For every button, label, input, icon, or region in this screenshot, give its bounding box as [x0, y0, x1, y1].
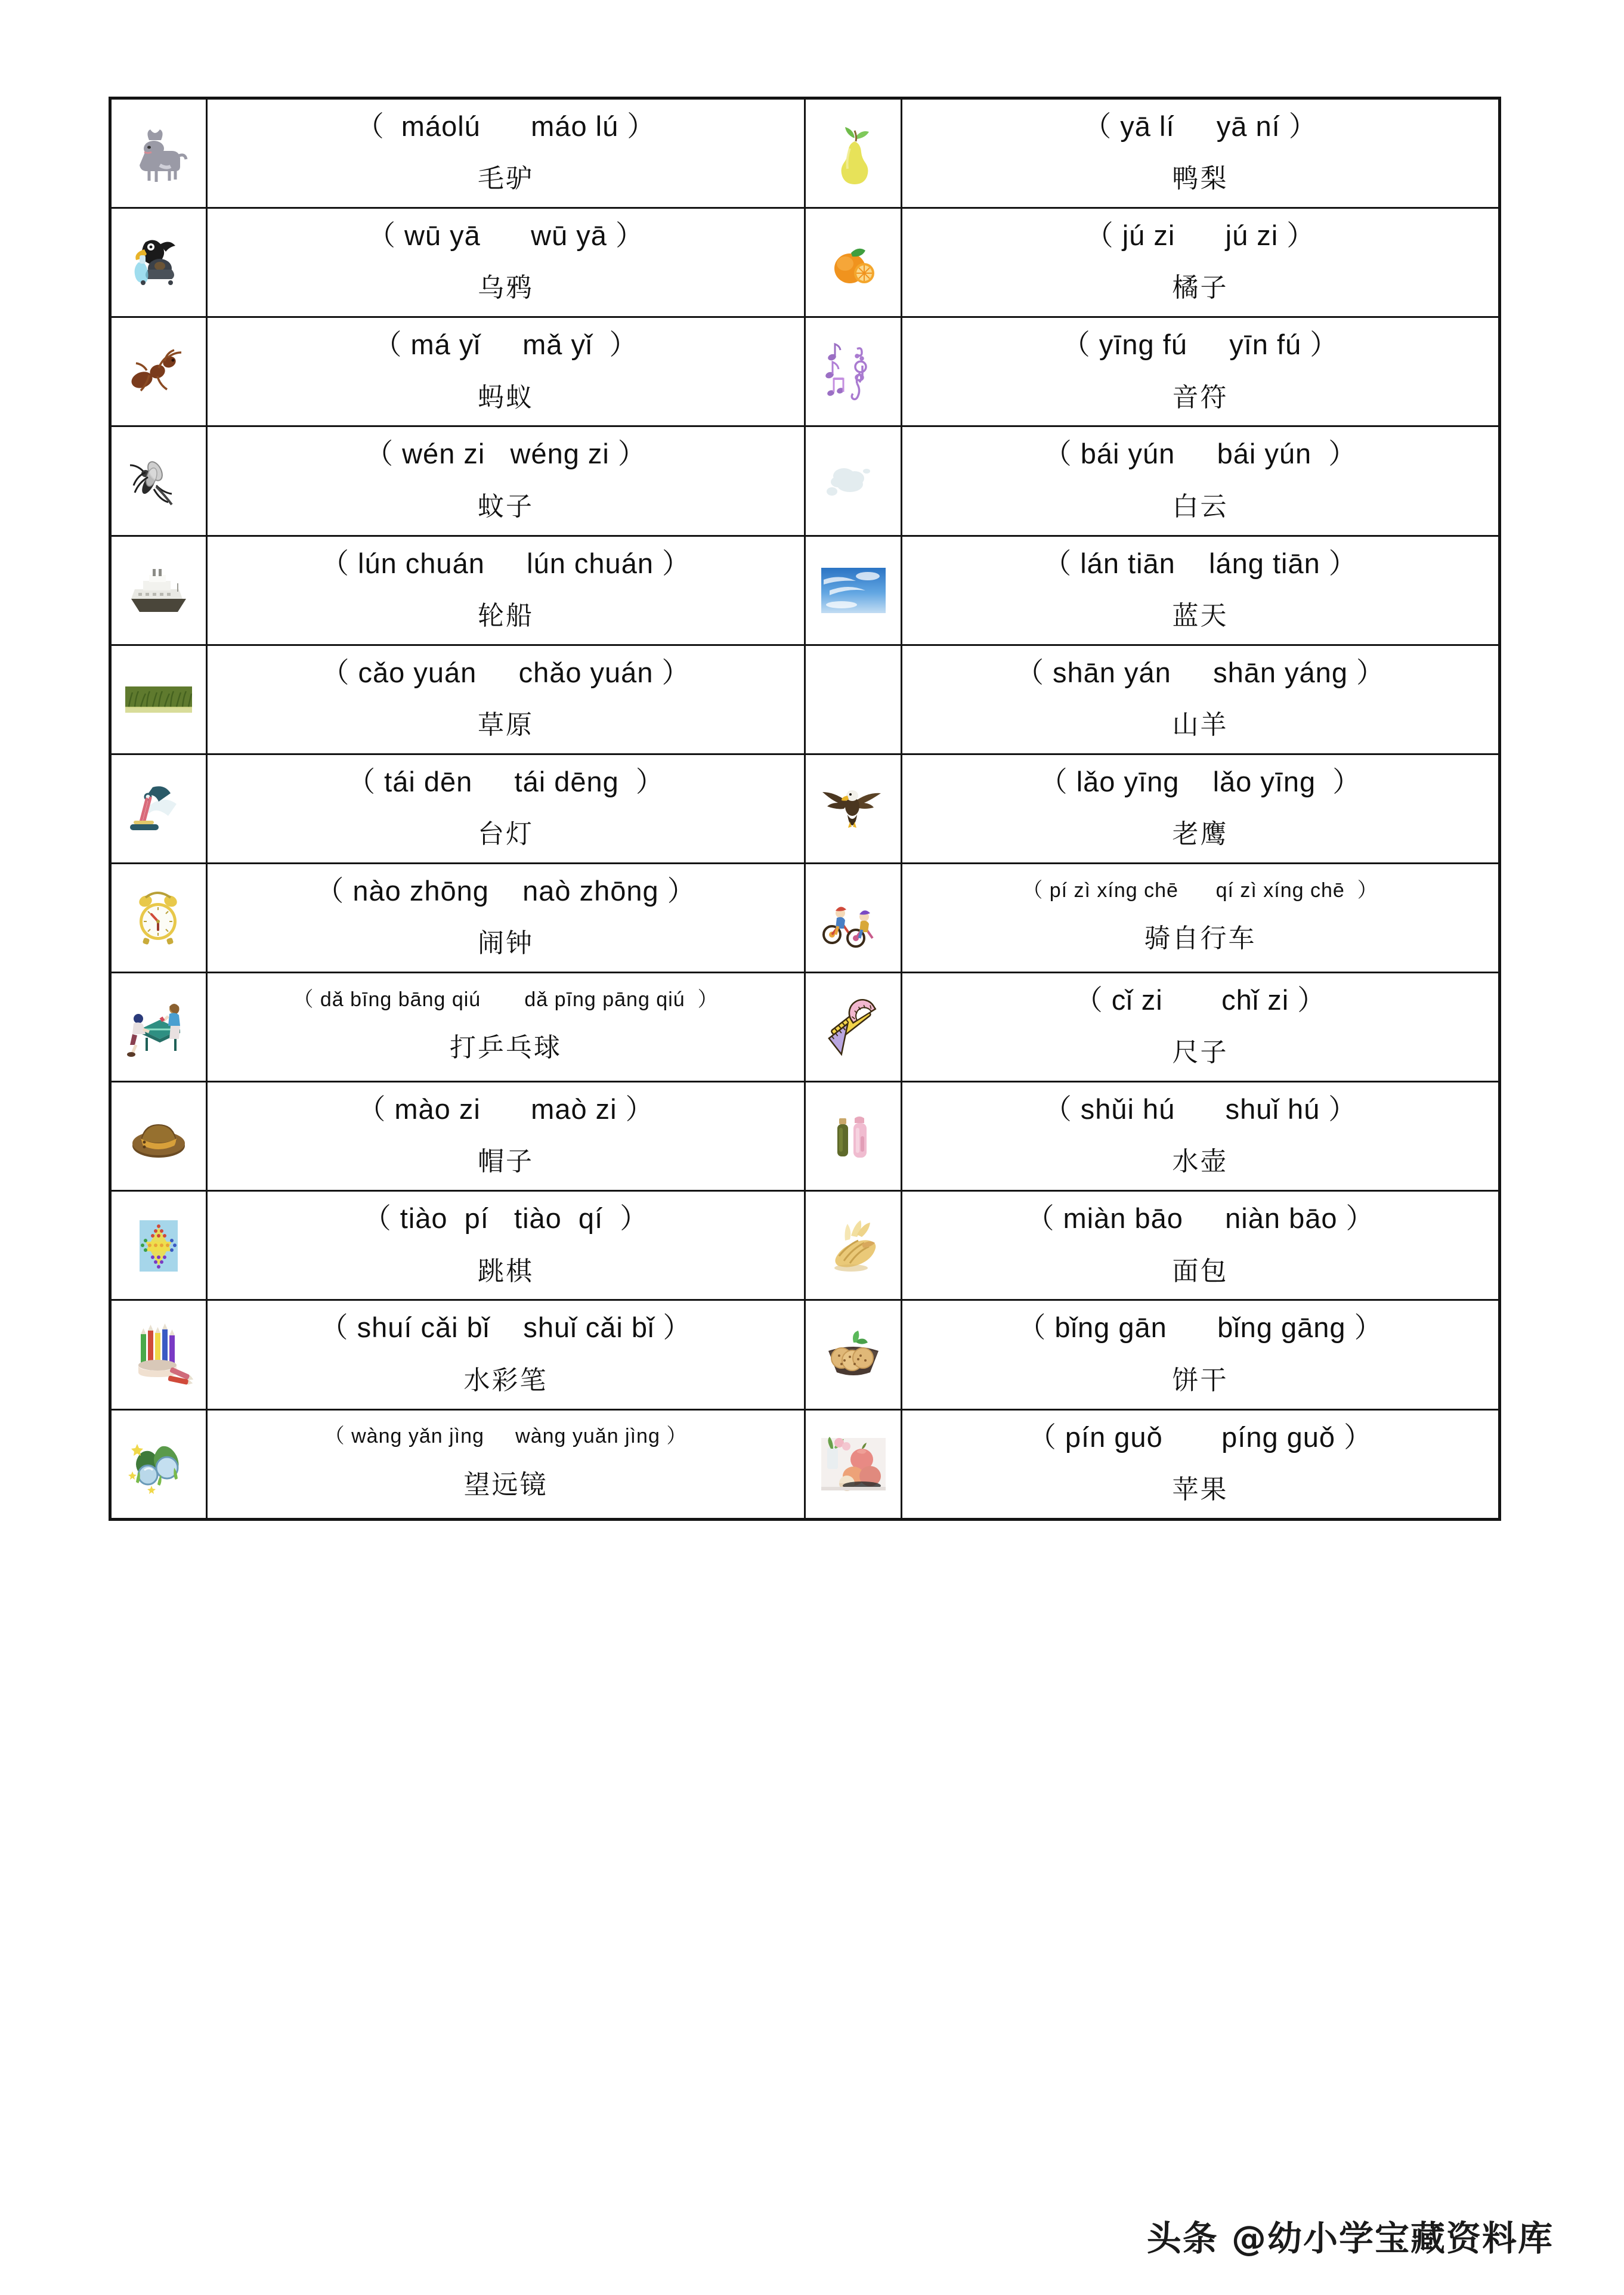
right-image-wrap	[806, 119, 901, 188]
music-notes-image	[818, 341, 889, 403]
right-text-cell[interactable]	[902, 754, 1500, 863]
left-pinyin-options[interactable]: （ lún chuán lún chuán ）	[320, 547, 691, 579]
left-text-wrap	[208, 427, 804, 534]
left-image-wrap	[112, 228, 206, 297]
left-image-cell	[110, 1409, 207, 1519]
left-image-wrap	[112, 665, 206, 734]
apples-image	[818, 1433, 889, 1495]
left-hanzi-word: 草原	[478, 709, 534, 740]
left-image-wrap	[112, 556, 206, 625]
right-pinyin-options[interactable]: （ lǎo yīng lǎo yīng ）	[1039, 765, 1362, 797]
right-text-cell[interactable]	[902, 536, 1500, 645]
table-row	[110, 536, 1500, 645]
left-hanzi-word: 帽子	[478, 1146, 534, 1177]
left-hanzi-word: 水彩笔	[463, 1365, 548, 1396]
left-image-wrap	[112, 1430, 206, 1499]
left-text-cell[interactable]	[207, 426, 805, 536]
right-text-cell[interactable]	[902, 1082, 1500, 1191]
left-image-cell	[110, 426, 207, 536]
right-image-cell	[805, 754, 902, 863]
right-image-wrap	[806, 556, 901, 625]
right-image-cell	[805, 317, 902, 426]
left-hanzi-word: 蚊子	[478, 491, 534, 522]
mosquito-image	[123, 450, 194, 512]
left-text-wrap	[208, 100, 804, 207]
table-row	[110, 317, 1500, 426]
left-pinyin-options[interactable]: （ wū yā wū yā ）	[367, 219, 645, 252]
right-image-cell	[805, 1191, 902, 1300]
left-image-cell	[110, 863, 207, 972]
orange-image	[818, 231, 889, 293]
right-hanzi-word: 白云	[1172, 491, 1229, 522]
right-text-cell[interactable]	[902, 1300, 1500, 1409]
biscuits-image	[818, 1323, 889, 1385]
left-text-wrap	[208, 646, 804, 753]
right-pinyin-options[interactable]: （ shǔi hú shuǐ hú ）	[1043, 1093, 1357, 1125]
alarm-clock-image	[123, 887, 194, 949]
left-image-wrap	[112, 1211, 206, 1280]
ant-image	[123, 341, 194, 403]
left-text-cell[interactable]	[207, 863, 805, 972]
left-text-cell[interactable]	[207, 1191, 805, 1300]
right-pinyin-options[interactable]: （ yā lí yā ní ）	[1083, 110, 1317, 142]
left-image-cell	[110, 1300, 207, 1409]
right-image-wrap	[806, 883, 901, 952]
table-row	[110, 1409, 1500, 1519]
desk-lamp-image	[123, 778, 194, 840]
left-hanzi-word: 乌鸦	[478, 273, 534, 304]
left-pinyin-options[interactable]: （ má yǐ mǎ yǐ ）	[373, 329, 638, 361]
right-hanzi-word: 饼干	[1172, 1365, 1229, 1396]
right-text-wrap	[902, 646, 1498, 753]
right-text-cell[interactable]	[902, 645, 1500, 754]
right-hanzi-word: 橘子	[1172, 273, 1229, 304]
right-text-cell[interactable]	[902, 98, 1500, 208]
pinyin-worksheet-table	[109, 97, 1501, 1521]
right-hanzi-word: 鸭梨	[1172, 163, 1229, 194]
right-image-wrap	[806, 228, 901, 297]
right-image-cell	[805, 645, 902, 754]
right-text-cell[interactable]	[902, 317, 1500, 426]
left-image-cell	[110, 98, 207, 208]
right-image-cell	[805, 208, 902, 317]
table-row	[110, 426, 1500, 536]
bread-image	[818, 1214, 889, 1276]
left-text-cell[interactable]	[207, 536, 805, 645]
left-image-wrap	[112, 337, 206, 406]
right-hanzi-word: 水壶	[1172, 1146, 1229, 1177]
right-image-wrap	[806, 1102, 901, 1171]
right-text-cell[interactable]	[902, 1409, 1500, 1519]
right-image-wrap	[806, 1211, 901, 1280]
hat-image	[123, 1105, 194, 1167]
left-image-cell	[110, 1082, 207, 1191]
left-text-cell[interactable]	[207, 208, 805, 317]
right-image-wrap	[806, 992, 901, 1062]
right-text-wrap	[902, 318, 1498, 425]
left-hanzi-word: 闹钟	[478, 928, 534, 959]
left-text-cell[interactable]	[207, 98, 805, 208]
table-tennis-image	[123, 996, 194, 1058]
right-text-cell[interactable]	[902, 863, 1500, 972]
right-image-cell	[805, 98, 902, 208]
right-text-wrap	[902, 537, 1498, 644]
right-text-wrap	[902, 100, 1498, 207]
left-image-wrap	[112, 992, 206, 1062]
left-image-wrap	[112, 883, 206, 952]
left-text-cell[interactable]	[207, 973, 805, 1082]
right-pinyin-options[interactable]: （ pí zì xíng chē qí zì xíng chē ）	[1022, 879, 1378, 902]
left-text-cell[interactable]	[207, 1082, 805, 1191]
left-pinyin-options[interactable]: （ mào zi maò zi ）	[357, 1093, 654, 1125]
right-text-wrap	[902, 1082, 1498, 1190]
left-text-wrap	[208, 1301, 804, 1408]
table-row	[110, 1191, 1500, 1300]
right-pinyin-options[interactable]: （ bái yún bái yún ）	[1043, 438, 1357, 470]
left-pinyin-options[interactable]: （ cǎo yuán chǎo yuán ）	[321, 656, 691, 688]
right-image-cell	[805, 1082, 902, 1191]
left-pinyin-options[interactable]: （ dǎ bīng bāng qiú dǎ pīng pāng qiú ）	[293, 988, 719, 1011]
right-text-wrap	[902, 1192, 1498, 1299]
table-row	[110, 1082, 1500, 1191]
table-row	[110, 973, 1500, 1082]
donkey-image	[123, 122, 194, 184]
steamship-image	[123, 559, 194, 621]
left-text-cell[interactable]	[207, 645, 805, 754]
grassland-image	[123, 669, 194, 731]
left-image-wrap	[112, 1102, 206, 1171]
left-text-wrap	[208, 864, 804, 972]
left-text-cell[interactable]	[207, 1300, 805, 1409]
left-image-wrap	[112, 1320, 206, 1389]
right-text-wrap	[902, 427, 1498, 534]
left-hanzi-word: 打乒乓球	[450, 1032, 562, 1063]
left-pinyin-options[interactable]: （ wén zi wéng zi ）	[365, 438, 646, 470]
table-row	[110, 98, 1500, 208]
left-hanzi-word: 轮船	[478, 600, 534, 631]
right-pinyin-options[interactable]: （ pín guǒ píng guǒ ）	[1028, 1421, 1373, 1453]
left-hanzi-word: 跳棋	[478, 1255, 534, 1286]
right-text-cell[interactable]	[902, 1191, 1500, 1300]
left-text-cell[interactable]	[207, 754, 805, 863]
right-hanzi-word: 尺子	[1172, 1037, 1229, 1068]
left-image-cell	[110, 645, 207, 754]
right-image-cell	[805, 1300, 902, 1409]
right-text-wrap	[902, 755, 1498, 862]
right-image-wrap	[806, 1320, 901, 1389]
right-image-cell	[805, 973, 902, 1082]
bicycle-kids-image	[818, 887, 889, 949]
blue-sky-image	[818, 559, 889, 621]
binoculars-image	[123, 1433, 194, 1495]
right-pinyin-options[interactable]: （ shān yán shān yáng ）	[1015, 656, 1385, 688]
right-pinyin-options[interactable]: （ cǐ zi chǐ zi ）	[1074, 984, 1326, 1016]
table-row	[110, 1300, 1500, 1409]
left-text-wrap	[208, 978, 804, 1076]
left-pinyin-options[interactable]: （ shuí cǎi bǐ shuǐ cǎi bǐ ）	[320, 1312, 692, 1344]
left-text-wrap	[208, 755, 804, 862]
color-pens-image	[123, 1323, 194, 1385]
crow-image	[123, 231, 194, 293]
table-row	[110, 208, 1500, 317]
left-image-cell	[110, 973, 207, 1082]
right-image-wrap	[806, 774, 901, 843]
left-image-wrap	[112, 119, 206, 188]
right-pinyin-options[interactable]: （ bǐng gān bǐng gāng ）	[1017, 1312, 1383, 1344]
right-hanzi-word: 面包	[1172, 1255, 1229, 1286]
right-text-cell[interactable]	[902, 973, 1500, 1082]
left-pinyin-options[interactable]: （ tái dēn tái dēng ）	[347, 765, 664, 797]
right-image-cell	[805, 863, 902, 972]
left-image-cell	[110, 317, 207, 426]
table-row	[110, 863, 1500, 972]
left-image-cell	[110, 1191, 207, 1300]
right-image-cell	[805, 1409, 902, 1519]
left-pinyin-options[interactable]: （ wàng yǎn jìng wàng yuǎn jìng ）	[324, 1425, 688, 1448]
table-row	[110, 754, 1500, 863]
left-text-wrap	[208, 1082, 804, 1190]
right-text-wrap	[902, 209, 1498, 316]
left-image-cell	[110, 536, 207, 645]
left-hanzi-word: 毛驴	[478, 163, 534, 194]
left-text-wrap	[208, 537, 804, 644]
left-text-cell[interactable]	[207, 1409, 805, 1519]
left-text-wrap	[208, 318, 804, 425]
right-image-wrap	[806, 337, 901, 406]
left-pinyin-options[interactable]: （ nào zhōng naò zhōng ）	[315, 874, 696, 907]
right-hanzi-word: 骑自行车	[1144, 923, 1257, 954]
right-text-cell[interactable]	[902, 426, 1500, 536]
right-pinyin-options[interactable]: （ lán tiān láng tiān ）	[1043, 547, 1357, 579]
left-hanzi-word: 台灯	[478, 819, 534, 850]
right-hanzi-word: 山羊	[1172, 709, 1229, 740]
left-pinyin-options[interactable]: （ tiào pí tiào qí ）	[363, 1202, 649, 1235]
table-row	[110, 645, 1500, 754]
left-hanzi-word: 蚂蚁	[478, 382, 534, 413]
left-hanzi-word: 望远镜	[463, 1469, 548, 1500]
right-hanzi-word: 苹果	[1172, 1474, 1229, 1505]
water-bottle-image	[818, 1105, 889, 1167]
right-image-cell	[805, 426, 902, 536]
left-image-wrap	[112, 774, 206, 843]
right-text-wrap	[902, 869, 1498, 967]
right-hanzi-word: 音符	[1172, 382, 1229, 413]
right-image-wrap	[806, 696, 901, 703]
right-image-cell	[805, 536, 902, 645]
right-pinyin-options[interactable]: （ jú zi jú zi ）	[1085, 219, 1316, 252]
right-pinyin-options[interactable]: （ miàn bāo niàn bāo ）	[1026, 1202, 1375, 1235]
white-cloud-image	[818, 450, 889, 512]
right-text-wrap	[902, 973, 1498, 1081]
right-text-wrap	[902, 1411, 1498, 1518]
pear-image	[818, 122, 889, 184]
left-text-wrap	[208, 1192, 804, 1299]
rulers-image	[818, 996, 889, 1058]
left-pinyin-options[interactable]: （ máolú máo lú ）	[355, 110, 656, 142]
left-image-cell	[110, 754, 207, 863]
left-text-cell[interactable]	[207, 317, 805, 426]
right-hanzi-word: 蓝天	[1172, 600, 1229, 631]
left-text-wrap	[208, 1415, 804, 1513]
right-pinyin-options[interactable]: （ yīng fú yīn fú ）	[1062, 329, 1339, 361]
left-text-wrap	[208, 209, 804, 316]
right-hanzi-word: 老鹰	[1172, 819, 1229, 850]
left-image-wrap	[112, 446, 206, 515]
watermark-text: 头条 @幼小学宝藏资料库	[1146, 2218, 1554, 2259]
right-image-wrap	[806, 1430, 901, 1499]
right-text-cell[interactable]	[902, 208, 1500, 317]
right-image-wrap	[806, 446, 901, 515]
chinese-checkers-image	[123, 1214, 194, 1276]
eagle-image	[818, 778, 889, 840]
left-image-cell	[110, 208, 207, 317]
right-text-wrap	[902, 1301, 1498, 1408]
